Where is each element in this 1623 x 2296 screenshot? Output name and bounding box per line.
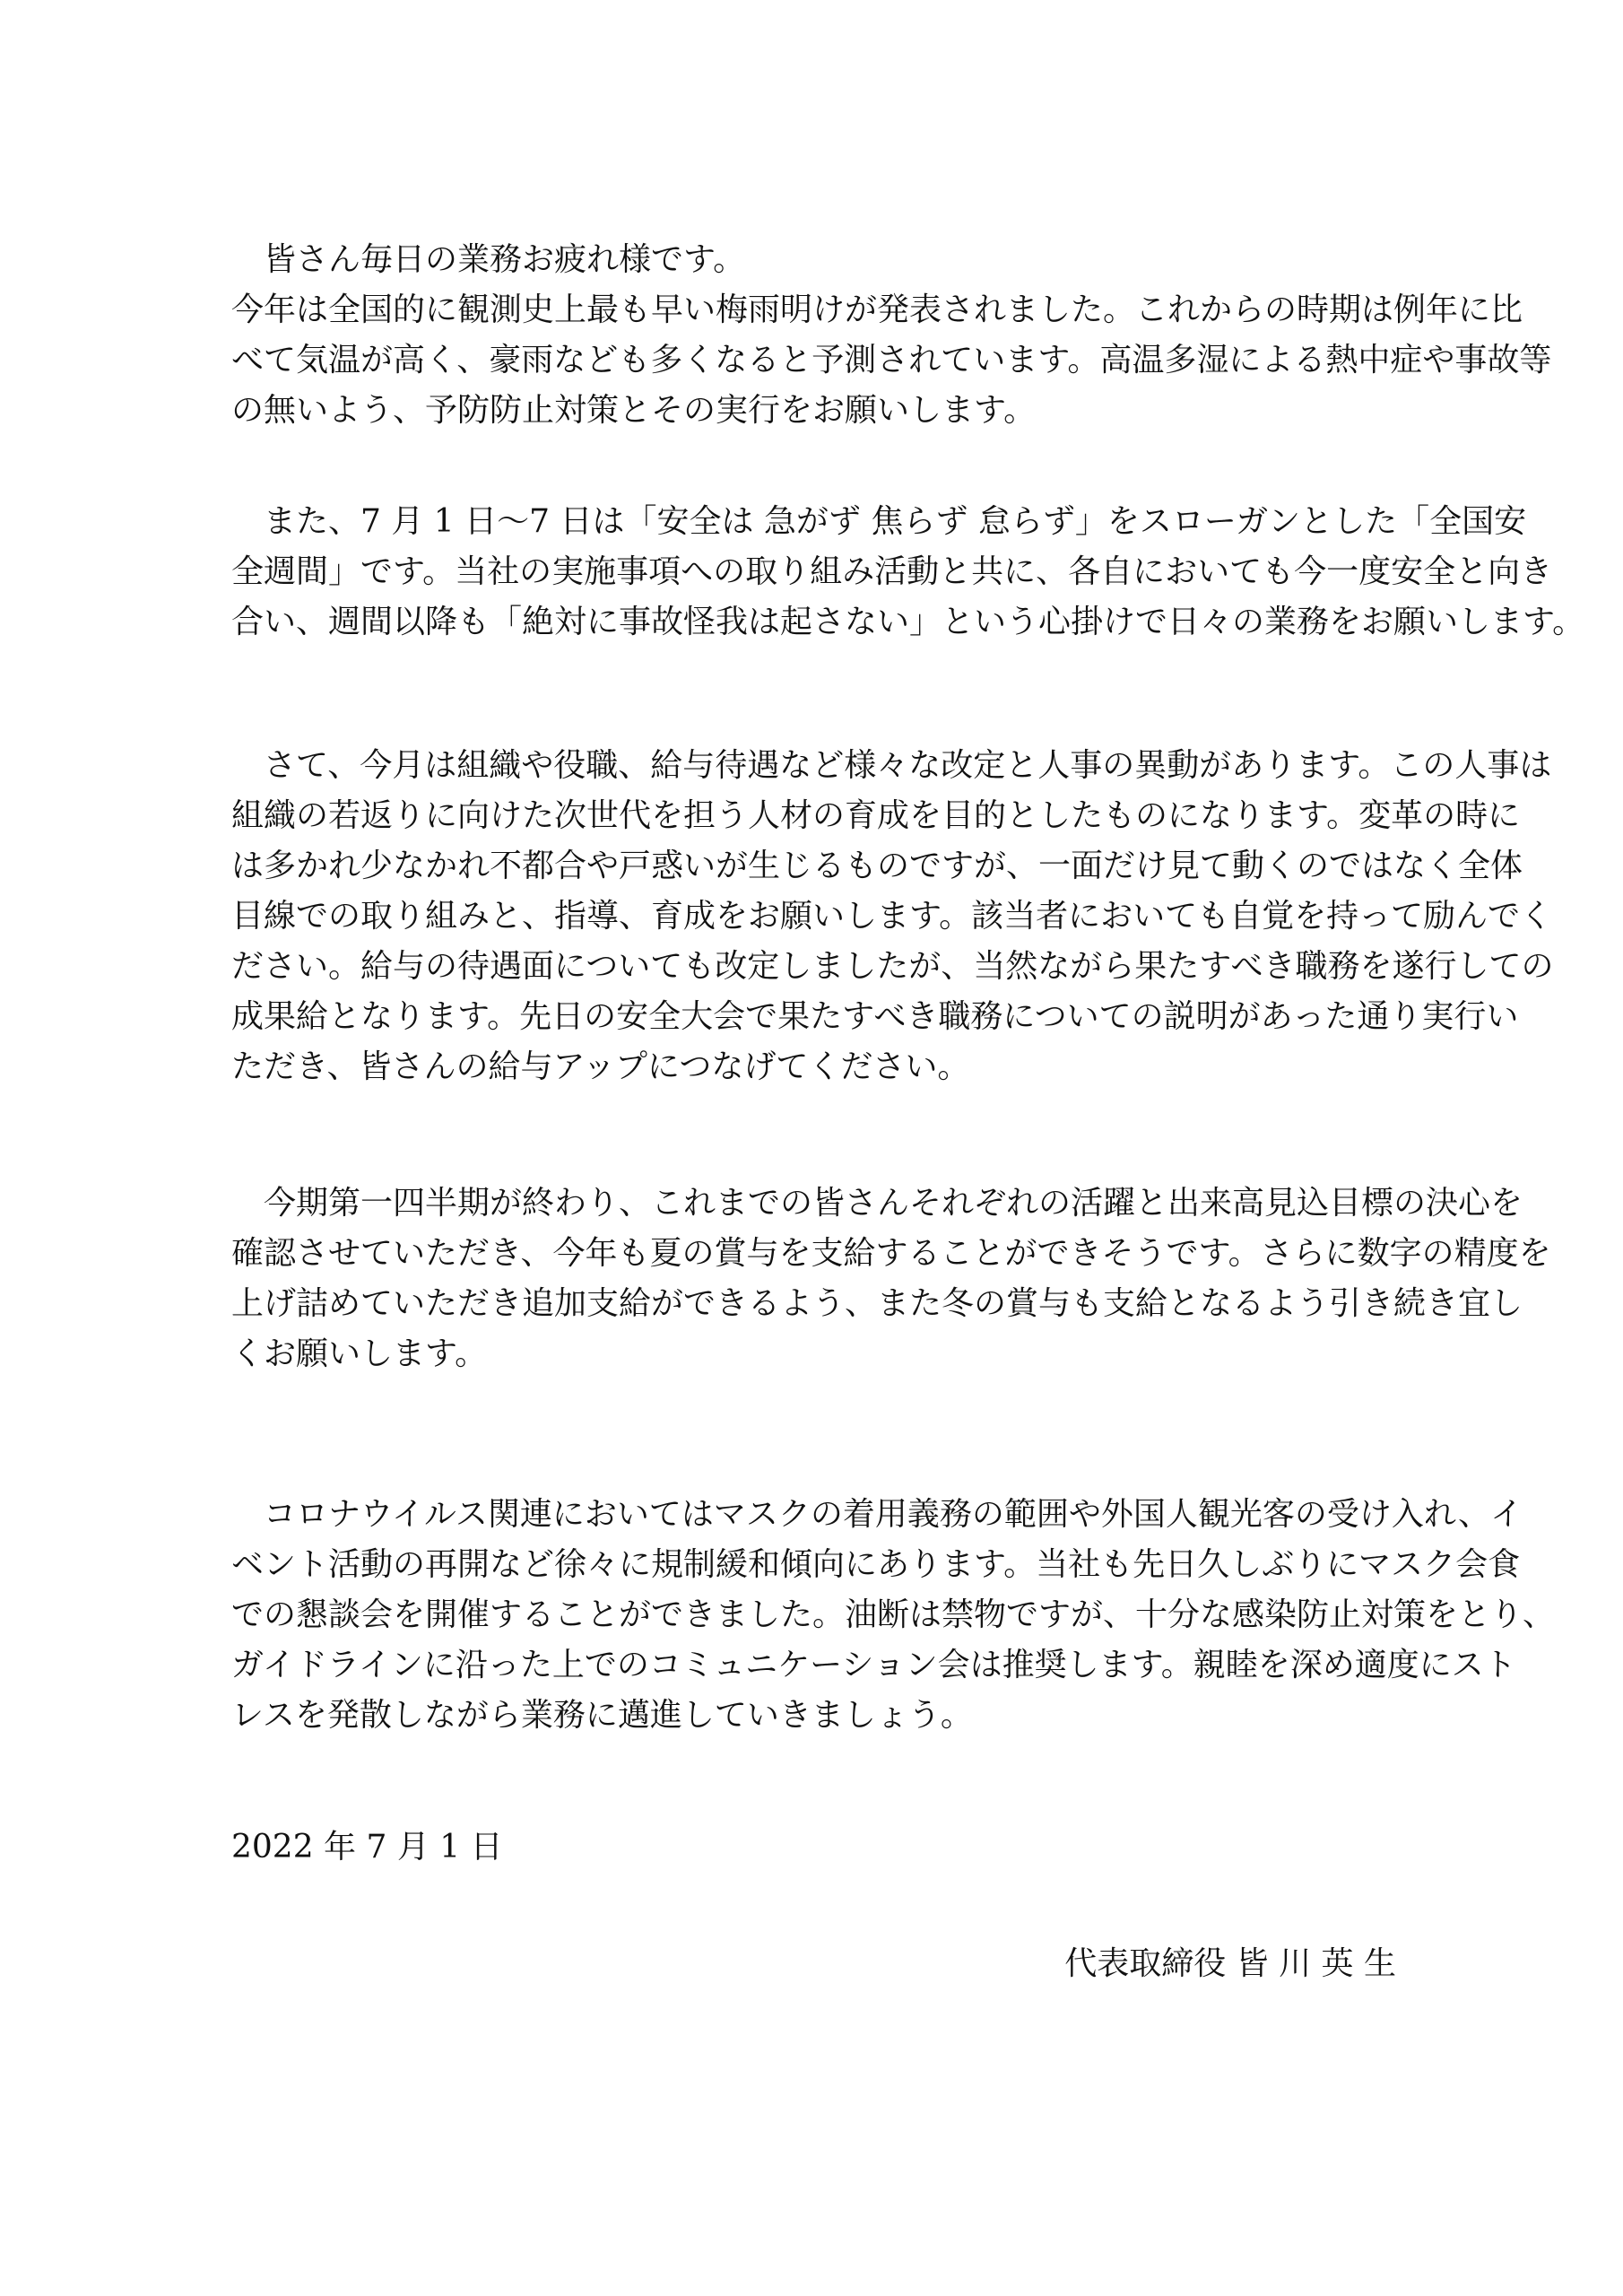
paragraph-covid (231, 1490, 1556, 1741)
paragraph-line: コロナウイルス関連においてはマスクの着用義務の範囲や外国人観光客の受け入れ、イ (231, 1496, 1523, 1533)
paragraph-line: 皆さん毎日の業務お疲れ様です。 (231, 241, 746, 278)
paragraph-line: は多かれ少なかれ不都合や戸惑いが生じるものですが、一面だけ見て動くのではなく全体 (231, 848, 1523, 884)
paragraph-line: の無いよう、予防防止対策とその実行をお願いします。 (231, 392, 1037, 429)
paragraph-line: レスを発散しながら業務に邁進していきましょう。 (231, 1697, 973, 1734)
paragraph-line: また、7 月 1 日〜7 日は「安全は 急がず 焦らず 怠らず」をスローガンとした「全国安 (231, 503, 1527, 540)
paragraph-line: 全週間」です。当社の実施事項への取り組み活動と共に、各自においても今一度安全と向き (231, 553, 1553, 590)
paragraph-line: での懇談会を開催することができました。油断は禁物ですが、十分な感染防止対策をとり、 (231, 1596, 1556, 1633)
paragraph-line: さて、今月は組織や役職、給与待遇など様々な改定と人事の異動があります。この人事は (231, 747, 1552, 784)
paragraph-safety-week (231, 497, 1585, 648)
paragraph-line: 合い、週間以降も「絶対に事故怪我は起さない」という心掛けで日々の業務をお願いします。 (231, 604, 1585, 640)
paragraph-line: 確認させていただき、今年も夏の賞与を支給することができそうです。さらに数字の精度を (231, 1235, 1551, 1272)
paragraph-line: くお願いします。 (231, 1335, 488, 1372)
paragraph-line: べて気温が高く、豪雨なども多くなると予測されています。高温多湿による熱中症や事故等 (231, 342, 1552, 378)
letter-date: 2022 年 7 月 1 日 (231, 1829, 503, 1866)
paragraph-greeting (231, 235, 1552, 436)
paragraph-line: 成果給となります。先日の安全大会で果たすべき職務についての説明があった通り実行い (231, 998, 1519, 1035)
paragraph-line: ださい。給与の待遇面についても改定しましたが、当然ながら果たすべき職務を遂行しての (231, 948, 1554, 985)
paragraph-bonus (231, 1178, 1551, 1379)
signature: 代表取締役 皆 川 英 生 (1064, 1945, 1396, 1982)
paragraph-line: ガイドラインに沿った上でのコミュニケーション会は推奨します。親睦を深め適度にスト (231, 1647, 1516, 1683)
paragraph-line: ベント活動の再開など徐々に規制緩和傾向にあります。当社も先日久しぶりにマスク会食 (231, 1546, 1521, 1583)
paragraph-line: 上げ詰めていただき追加支給ができるよう、また冬の賞与も支給となるよう引き続き宜し (231, 1285, 1523, 1322)
paragraph-line: 今期第一四半期が終わり、これまでの皆さんそれぞれの活躍と出来高見込目標の決心を (231, 1185, 1523, 1222)
paragraph-line: 目線での取り組みと、指導、育成をお願いします。該当者においても自覚を持って励んでく (231, 898, 1553, 935)
paragraph-line: 組織の若返りに向けた次世代を担う人材の育成を目的としたものになります。変革の時に (231, 797, 1521, 834)
paragraph-personnel-changes (231, 741, 1554, 1092)
paragraph-line: 今年は全国的に観測史上最も早い梅雨明けが発表されました。これからの時期は例年に比 (231, 291, 1523, 328)
paragraph-line: ただき、皆さんの給与アップにつなげてください。 (231, 1048, 970, 1085)
